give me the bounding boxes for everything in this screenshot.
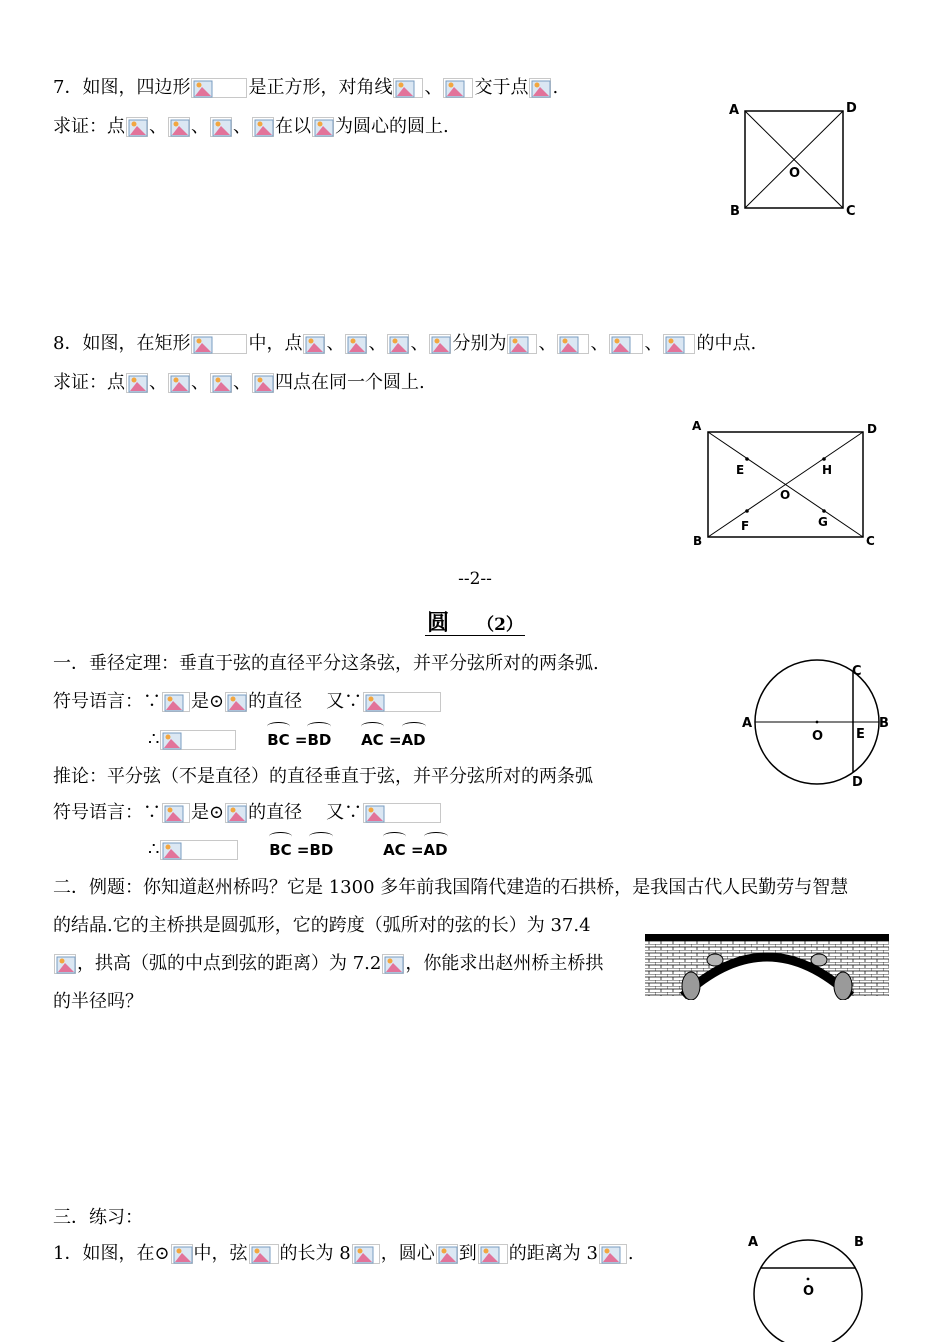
- broken-image-icon: [393, 78, 423, 98]
- broken-image-icon: [168, 117, 190, 137]
- label-o: O: [812, 729, 824, 744]
- exercise-heading: 三．练习：: [53, 1207, 143, 1228]
- label-c: C: [846, 204, 856, 219]
- broken-image-icon: [210, 117, 232, 137]
- label-a: A: [742, 716, 753, 731]
- broken-image-icon: [312, 117, 334, 137]
- label-g: G: [818, 515, 828, 529]
- broken-image-icon: [529, 78, 551, 98]
- theorem-text: 一．垂径定理：垂直于弦的直径平分这条弦，并平分弦所对的两条弧.: [53, 653, 599, 674]
- broken-image-icon: [387, 334, 409, 354]
- label-b: B: [854, 1235, 864, 1250]
- label-d: D: [867, 422, 877, 436]
- broken-image-icon: [168, 373, 190, 393]
- label-a: A: [692, 419, 702, 433]
- label-d: D: [846, 101, 857, 116]
- figure-circle-chord-ab: [740, 1222, 880, 1342]
- zhaozhou-bridge-illustration: [643, 932, 891, 1000]
- broken-image-icon: [249, 1244, 279, 1264]
- broken-image-icon: [252, 117, 274, 137]
- figure-circle-diameter-chord: [735, 655, 895, 795]
- broken-image-icon: [54, 954, 76, 974]
- therefore-line-2: ∴ BC =BD AC =AD: [148, 839, 448, 860]
- label-b: B: [693, 534, 703, 548]
- therefore-line-1: ∴ BC =BD AC =AD: [148, 729, 426, 750]
- figure-square-abcd: [720, 95, 870, 225]
- label-a: A: [748, 1235, 759, 1250]
- label-o: O: [789, 166, 801, 181]
- label-e: E: [736, 463, 745, 477]
- broken-image-icon: [160, 730, 236, 750]
- label-o: O: [780, 488, 791, 502]
- broken-image-icon: [363, 803, 441, 823]
- problem-8-line1: 8．如图，在矩形 中，点 、 、 、 分别为 、 、 、 的中点.: [53, 333, 757, 354]
- example-line-2: 的结晶.它的主桥拱是圆弧形，它的跨度（弧所对的弦的长）为 37.4: [53, 915, 591, 936]
- broken-image-icon: [599, 1244, 627, 1264]
- broken-image-icon: [126, 117, 148, 137]
- broken-image-icon: [609, 334, 643, 354]
- broken-image-icon: [557, 334, 589, 354]
- label-c: C: [852, 664, 862, 679]
- corollary-text: 推论：平分弦（不是直径）的直径垂直于弦，并平分弦所对的两条弧: [53, 766, 593, 787]
- broken-image-icon: [191, 78, 247, 98]
- page-number: --2--: [458, 569, 492, 589]
- arc-equation-bc-bd: BC =BD: [267, 728, 331, 752]
- label-e: E: [856, 727, 865, 742]
- label-a: A: [729, 103, 740, 118]
- problem-7-line1: 7．如图，四边形 是正方形，对角线 、 交于点 .: [53, 77, 559, 98]
- broken-image-icon: [663, 334, 695, 354]
- broken-image-icon: [429, 334, 451, 354]
- broken-image-icon: [382, 954, 404, 974]
- symbol-language-line-1: 符号语言：∵ 是⊙ 的直径 又∵: [53, 690, 442, 714]
- broken-image-icon: [171, 1244, 193, 1264]
- label-f: F: [741, 519, 750, 533]
- broken-image-icon: [191, 334, 247, 354]
- label-d: D: [852, 775, 863, 790]
- example-line-3: ，拱高（弧的中点到弦的距离）为 7.2 ，你能求出赵州桥主桥拱: [53, 952, 603, 976]
- example-line-1: 二．例题：你知道赵州桥吗？它是 1300 多年前我国隋代建造的石拱桥，是我国古代人民勤劳与智慧: [53, 877, 849, 898]
- symbol-language-line-2: 符号语言：∵ 是⊙ 的直径 又∵: [53, 801, 442, 825]
- broken-image-icon: [443, 78, 473, 98]
- arc-equation-ac-ad: AC =AD: [383, 838, 448, 862]
- figure-rectangle-abcd: [688, 415, 888, 555]
- example-line-4: 的半径吗？: [53, 991, 143, 1012]
- broken-image-icon: [126, 373, 148, 393]
- arc-equation-ac-ad: AC =AD: [361, 728, 426, 752]
- label-b: B: [879, 716, 889, 731]
- exercise-1: 1．如图，在⊙ 中，弦 的长为 8 ，圆心 到 的距离为 3 .: [53, 1243, 634, 1264]
- broken-image-icon: [478, 1244, 508, 1264]
- broken-image-icon: [162, 803, 190, 823]
- label-h: H: [822, 463, 833, 477]
- broken-image-icon: [160, 840, 238, 860]
- broken-image-icon: [225, 803, 247, 823]
- broken-image-icon: [436, 1244, 458, 1264]
- broken-image-icon: [352, 1244, 380, 1264]
- problem-7-line2: 求证：点 、 、 、 在以 为圆心的圆上.: [53, 116, 449, 137]
- broken-image-icon: [225, 692, 247, 712]
- broken-image-icon: [345, 334, 367, 354]
- broken-image-icon: [303, 334, 325, 354]
- label-b: B: [730, 204, 740, 219]
- broken-image-icon: [363, 692, 441, 712]
- problem-8-line2: 求证：点 、 、 、 四点在同一个圆上.: [53, 372, 425, 393]
- label-c: C: [866, 534, 875, 548]
- broken-image-icon: [252, 373, 274, 393]
- broken-image-icon: [162, 692, 190, 712]
- arc-equation-bc-bd: BC =BD: [269, 838, 333, 862]
- broken-image-icon: [210, 373, 232, 393]
- section-title: 圆 （2）: [427, 610, 523, 636]
- broken-image-icon: [507, 334, 537, 354]
- label-o: O: [803, 1284, 815, 1299]
